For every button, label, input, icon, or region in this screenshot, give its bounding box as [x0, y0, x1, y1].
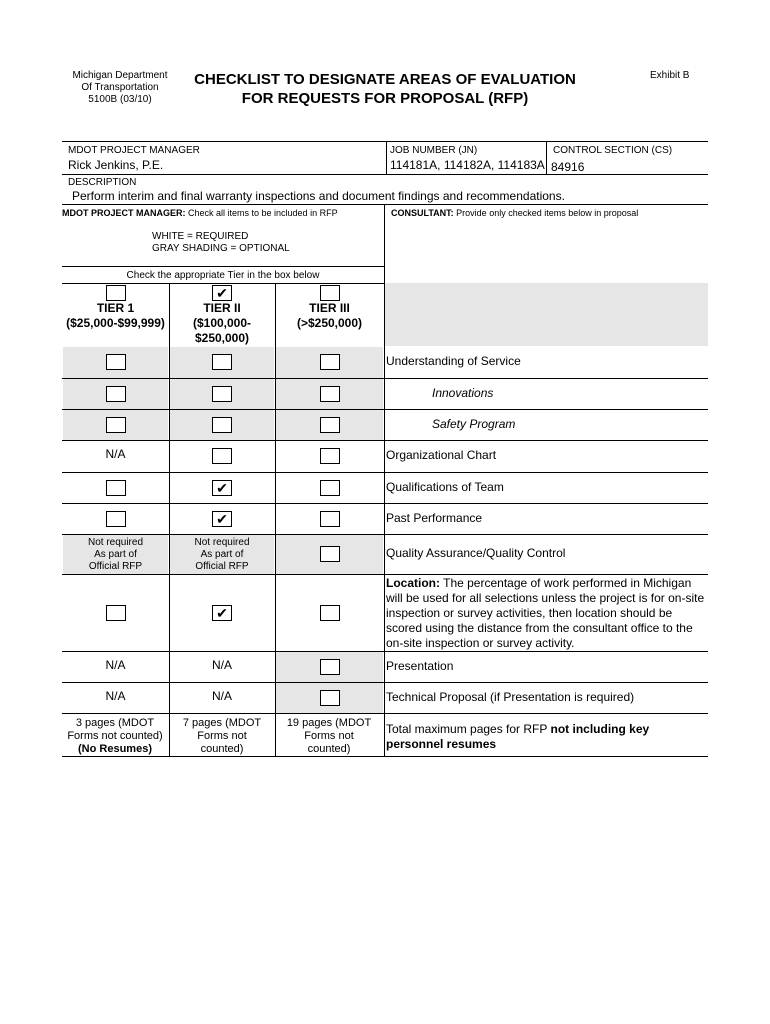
evaluation-item-label — [386, 511, 708, 526]
not-required-label — [62, 537, 169, 573]
page-limit-line: counted) — [307, 743, 351, 755]
exhibit-label: Exhibit B — [650, 70, 690, 81]
evaluation-item-label — [386, 480, 708, 495]
tier-header-shading — [384, 283, 708, 346]
item-label-text: Presentation — [386, 658, 454, 673]
tier-range: ($100,000- — [192, 316, 252, 330]
not-applicable-label: N/A — [105, 657, 126, 672]
title-line-1: CHECKLIST TO DESIGNATE AREAS OF EVALUATION — [194, 71, 576, 88]
page-limit-line: (No Resumes) — [78, 743, 152, 755]
department-name: Michigan Department — [72, 70, 168, 81]
tier-range: $250,000) — [194, 331, 250, 345]
evaluation-checkbox[interactable] — [320, 605, 340, 621]
evaluation-checkbox[interactable] — [106, 605, 126, 621]
job-number-value: 114181A, 114182A, 114183A — [390, 158, 545, 172]
tier-heading — [62, 301, 169, 331]
row-divider — [62, 574, 708, 575]
evaluation-checkbox[interactable] — [106, 354, 126, 370]
title-line-2: FOR REQUESTS FOR PROPOSAL (RFP) — [241, 90, 529, 107]
evaluation-item-label — [386, 690, 708, 705]
evaluation-checkbox[interactable] — [320, 511, 340, 527]
row-divider — [62, 440, 708, 441]
evaluation-checkbox[interactable] — [320, 480, 340, 496]
evaluation-checkbox[interactable]: ✔ — [212, 480, 232, 496]
evaluation-checkbox[interactable] — [320, 659, 340, 675]
page-limit-line: 7 pages (MDOT — [182, 717, 262, 729]
page-limit-text-bold: not including key personnel resumes — [386, 722, 650, 751]
evaluation-item-label — [386, 354, 708, 369]
tier-checkbox[interactable] — [320, 285, 340, 301]
item-label-text: Understanding of Service — [386, 354, 521, 368]
tier-heading — [169, 301, 275, 346]
evaluation-item-label — [386, 386, 708, 401]
not-applicable-label: N/A — [105, 447, 126, 461]
tier-name: TIER 1 — [96, 301, 135, 315]
item-label-bold: Location: — [386, 576, 440, 590]
description-label: DESCRIPTION — [68, 177, 137, 188]
item-label-text: Technical Proposal (if Presentation is required) — [386, 689, 635, 704]
evaluation-checkbox[interactable] — [320, 690, 340, 706]
tier-heading — [275, 301, 384, 331]
description-value: Perform interim and final warranty inspections and document findings and recommendations. — [72, 189, 565, 203]
evaluation-checkbox[interactable] — [320, 386, 340, 402]
row-divider — [62, 713, 708, 714]
evaluation-item-label — [386, 448, 708, 463]
tier-name: TIER II — [203, 301, 241, 315]
not-required-line: Not required — [194, 537, 250, 548]
column-divider — [384, 283, 385, 756]
item-label-text: Past Performance — [386, 510, 483, 525]
column-divider — [169, 283, 170, 756]
tier-range: ($25,000-$99,999) — [66, 316, 165, 330]
not-required-line: As part of — [94, 549, 137, 560]
tier-instruction: Check the appropriate Tier in the box below — [126, 270, 320, 281]
column-divider — [275, 283, 276, 756]
page-limit-line: Forms not counted) — [67, 730, 163, 742]
item-label-text: Quality Assurance/Quality Control — [386, 546, 566, 560]
tier-range: (>$250,000) — [296, 316, 363, 330]
item-label-text: Organizational Chart — [386, 448, 497, 462]
item-label-text: Innovations — [432, 385, 494, 400]
not-applicable-label: N/A — [105, 688, 126, 703]
gray-legend: GRAY SHADING = OPTIONAL — [152, 243, 290, 254]
evaluation-checkbox[interactable] — [212, 386, 232, 402]
evaluation-checkbox[interactable] — [106, 386, 126, 402]
evaluation-checkbox[interactable] — [106, 480, 126, 496]
not-applicable-label: N/A — [211, 657, 232, 672]
item-label-text: Qualifications of Team — [386, 479, 504, 494]
row-divider — [62, 651, 708, 652]
evaluation-item-label — [386, 659, 708, 674]
page-limit-line: Forms not — [304, 730, 354, 742]
not-required-label — [169, 537, 275, 573]
evaluation-checkbox[interactable] — [212, 354, 232, 370]
evaluation-item-label — [386, 546, 708, 561]
evaluation-checkbox[interactable]: ✔ — [212, 511, 232, 527]
evaluation-item-label — [386, 576, 708, 651]
evaluation-checkbox[interactable] — [320, 546, 340, 562]
evaluation-checkbox[interactable] — [106, 511, 126, 527]
not-required-line: Official RFP — [88, 561, 143, 572]
page-limit-line: 19 pages (MDOT — [286, 717, 372, 729]
not-applicable-label: N/A — [211, 688, 232, 703]
not-required-line: As part of — [200, 549, 244, 560]
pm-instruction-bold: MDOT PROJECT MANAGER: — [62, 208, 186, 218]
page-limit-label — [386, 722, 706, 752]
control-section-label: CONTROL SECTION (CS) — [553, 145, 673, 156]
row-divider — [62, 682, 708, 683]
evaluation-checkbox[interactable] — [320, 417, 340, 433]
pm-instruction-text: Check all items to be included in RFP — [185, 208, 338, 218]
page-limit-text: Total maximum pages for RFP — [386, 722, 551, 736]
tier1-page-limit — [62, 717, 168, 756]
form-number: 5100B (03/10) — [88, 94, 152, 105]
page-limit-line: 3 pages (MDOT — [75, 717, 155, 729]
white-legend: WHITE = REQUIRED — [152, 231, 249, 242]
evaluation-checkbox[interactable] — [212, 448, 232, 464]
evaluation-checkbox[interactable] — [106, 417, 126, 433]
tier-name: TIER III — [309, 301, 350, 315]
divider — [62, 756, 708, 757]
manager-value: Rick Jenkins, P.E. — [68, 158, 164, 172]
evaluation-checkbox[interactable]: ✔ — [212, 605, 232, 621]
job-number-label: JOB NUMBER (JN) — [390, 145, 478, 156]
not-required-line: Official RFP — [195, 561, 249, 572]
row-divider — [62, 472, 708, 473]
consultant-instruction-text: Provide only checked items below in proposal — [453, 208, 639, 218]
tier2-page-limit — [170, 717, 274, 756]
control-section-value: 84916 — [551, 160, 585, 174]
consultant-instruction-bold: CONSULTANT: — [391, 208, 454, 218]
item-label-text: Safety Program — [432, 416, 516, 431]
page-limit-line: Forms not — [197, 730, 247, 742]
evaluation-item-label — [386, 417, 708, 432]
item-label-text: The percentage of work performed in Michigan will be used for all selections unless the project is for on-site inspection or survey activities, then location should be scored using the distance from the consultant office to the on-site inspection or survey activity. — [386, 576, 705, 650]
row-divider — [62, 503, 708, 504]
manager-label: MDOT PROJECT MANAGER — [68, 145, 200, 156]
tier-checkbox[interactable] — [106, 285, 126, 301]
tier3-page-limit — [276, 717, 382, 756]
tier-checkbox[interactable]: ✔ — [212, 285, 232, 301]
not-required-line: Not required — [87, 537, 144, 548]
page-limit-line: counted) — [200, 743, 244, 755]
department-name-2: Of Transportation — [81, 82, 159, 93]
evaluation-checkbox[interactable] — [212, 417, 232, 433]
evaluation-checkbox[interactable] — [320, 354, 340, 370]
evaluation-checkbox[interactable] — [320, 448, 340, 464]
